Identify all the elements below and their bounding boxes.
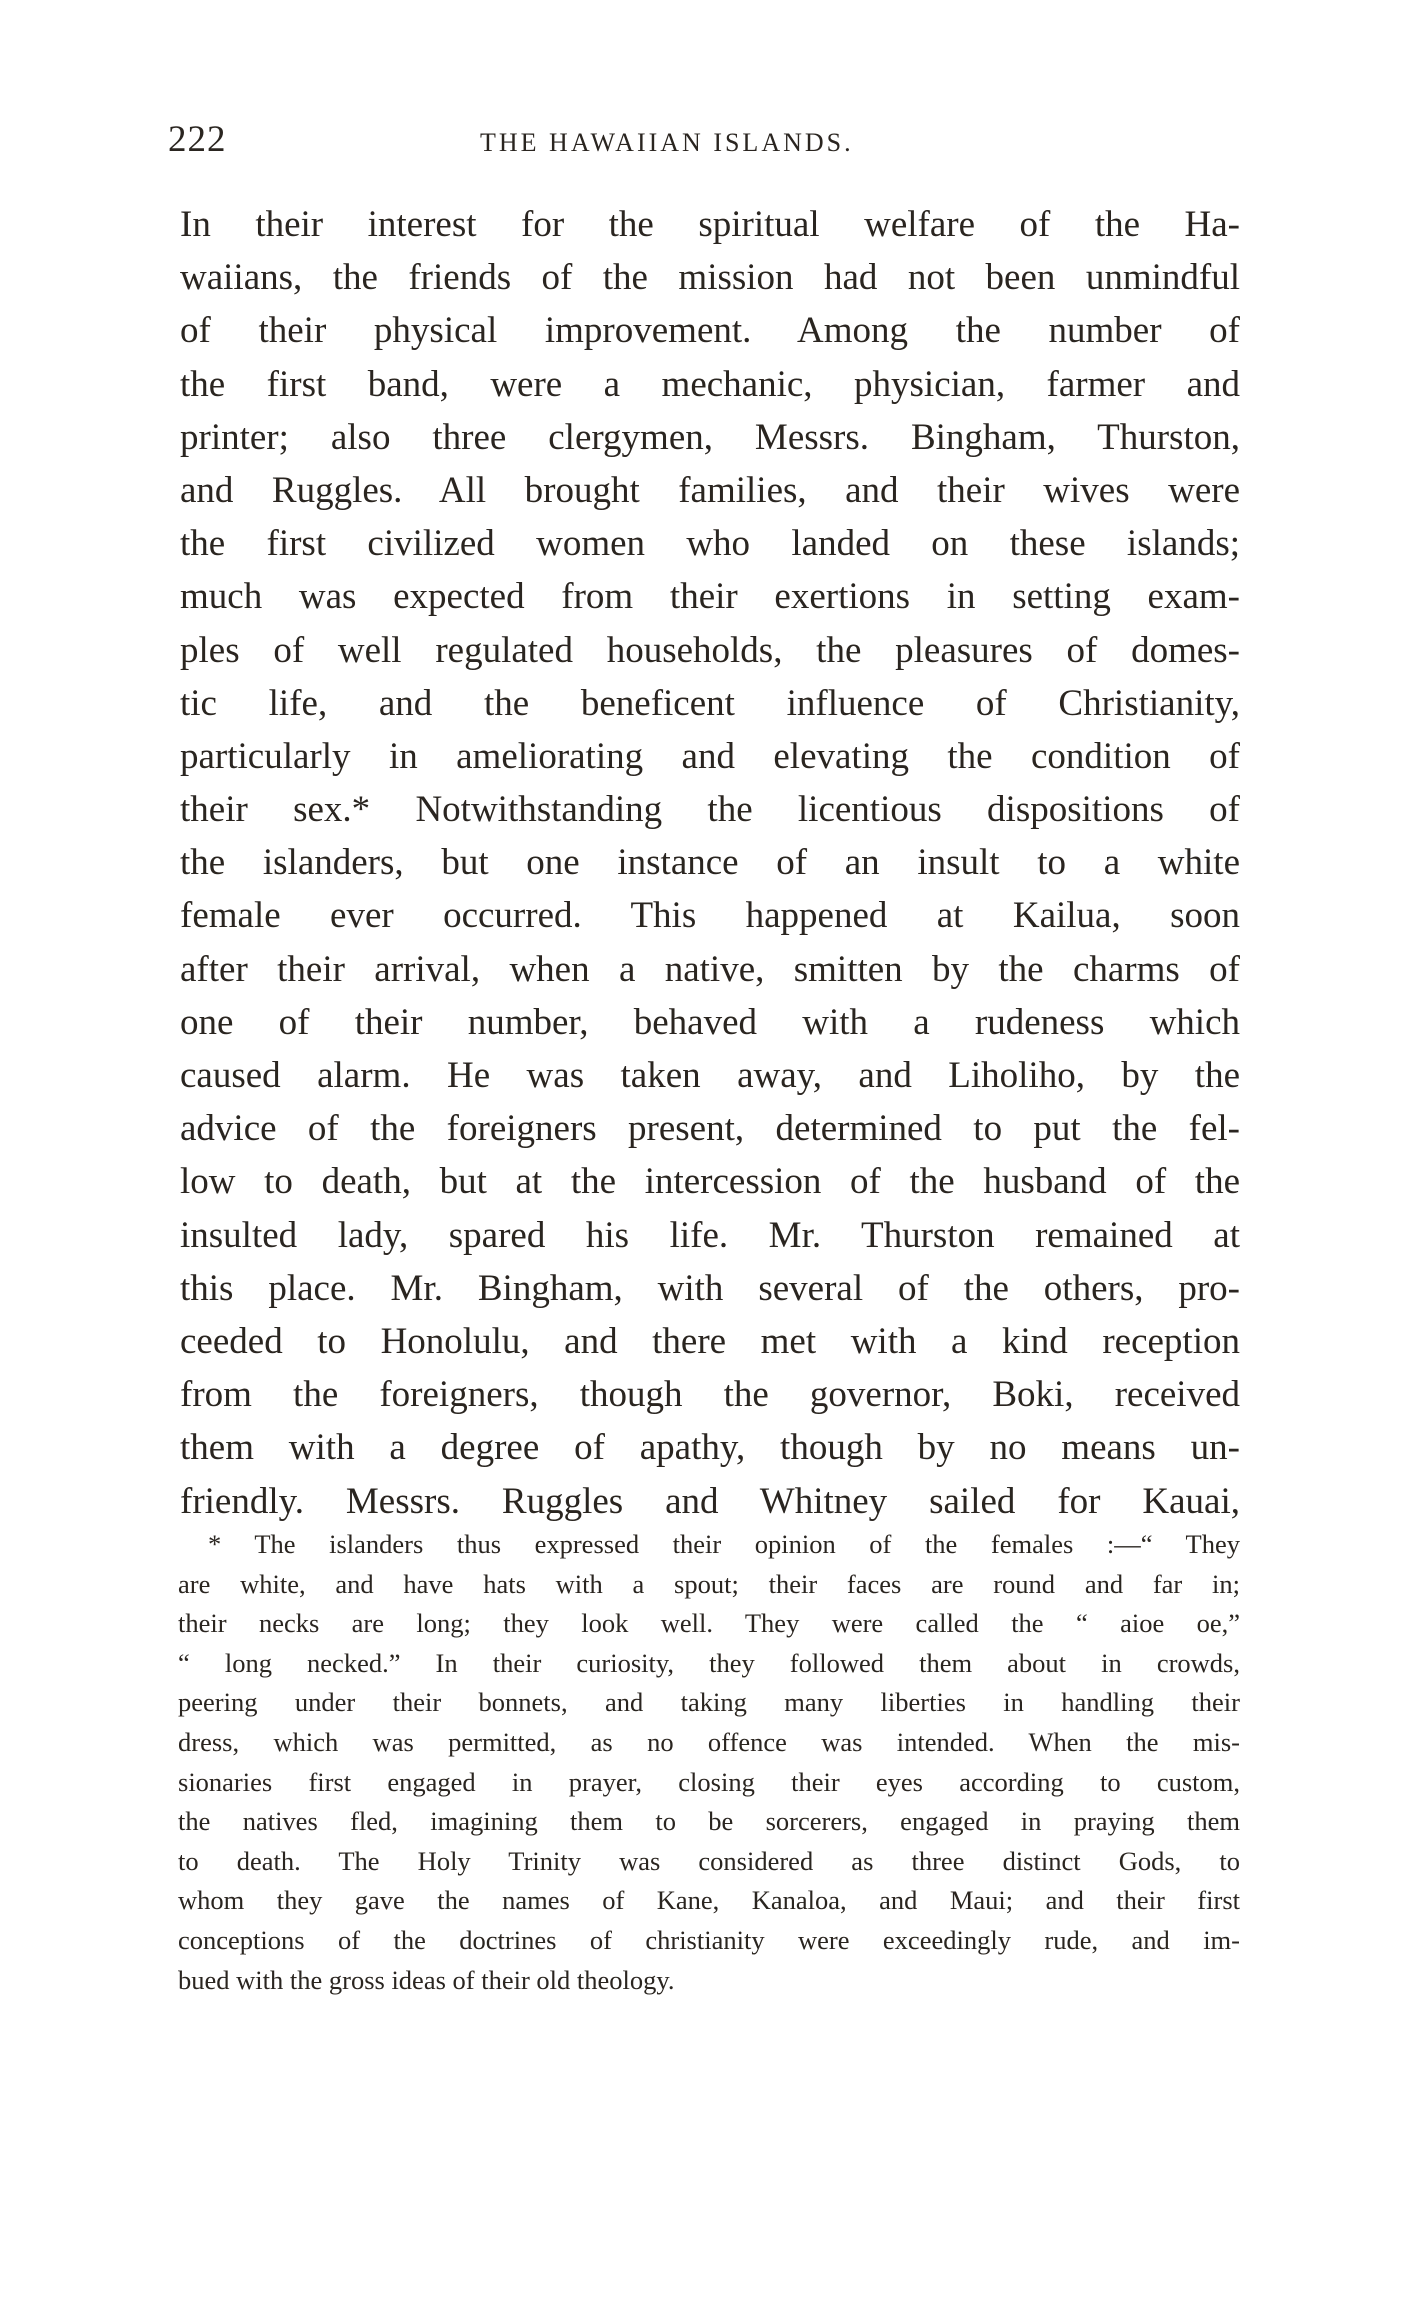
text-line: advice of the foreigners present, determined to put the fel- [180, 1108, 1240, 1150]
text-line: this place. Mr. Bingham, with several of the others, pro- [180, 1267, 1240, 1309]
page-number: 222 [168, 119, 227, 160]
text-line: their sex.* Notwithstanding the licentious dispositions of [180, 789, 1240, 831]
text-line: of their physical improvement. Among the number of [180, 310, 1240, 352]
text-line: friendly. Messrs. Ruggles and Whitney sailed for Kauai, [180, 1480, 1240, 1522]
text-line: female ever occurred. This happened at Kailua, soon [180, 895, 1240, 937]
text-line: and Ruggles. All brought families, and their wives were [180, 469, 1240, 511]
text-line: the first civilized women who landed on these islands; [180, 523, 1240, 565]
footnote-line: the natives fled, imagining them to be sorcerers, engaged in praying them [178, 1806, 1240, 1837]
footnote-line: are white, and have hats with a spout; their faces are round and far in; [178, 1568, 1240, 1599]
page-header [168, 118, 1250, 168]
text-line: after their arrival, when a native, smitten by the charms of [180, 948, 1240, 990]
text-line: printer; also three clergymen, Messrs. Bingham, Thurston, [180, 416, 1240, 458]
footnote-line: conceptions of the doctrines of christianity were exceedingly rude, and im- [178, 1924, 1240, 1955]
footnote-line: whom they gave the names of Kane, Kanaloa, and Maui; and their first [178, 1885, 1240, 1916]
text-line: In their interest for the spiritual welfare of the Ha- [180, 204, 1240, 245]
text-line: ceeded to Honolulu, and there met with a kind reception [180, 1320, 1240, 1362]
text-line: them with a degree of apathy, though by no means un- [180, 1427, 1240, 1469]
text-line: from the foreigners, though the governor, Boki, received [180, 1374, 1240, 1416]
text-line: ples of well regulated households, the pleasures of domes- [180, 629, 1240, 671]
footnote-line: peering under their bonnets, and taking many liberties in handling their [178, 1687, 1240, 1718]
footnote-line: to death. The Holy Trinity was considered as three distinct Gods, to [178, 1845, 1240, 1876]
footnote-line: “ long necked.” In their curiosity, they followed them about in crowds, [178, 1647, 1240, 1678]
footnote-line: dress, which was permitted, as no offence was intended. When the mis- [178, 1726, 1240, 1757]
text-line: the islanders, but one instance of an insult to a white [180, 842, 1240, 884]
footnote-line: bued with the gross ideas of their old theology. [178, 1964, 675, 1995]
text-line: one of their number, behaved with a rudeness which [180, 1001, 1240, 1043]
footnote-line: sionaries first engaged in prayer, closing their eyes according to custom, [178, 1766, 1240, 1797]
text-line: tic life, and the beneficent influence of Christianity, [180, 682, 1240, 724]
text-line: caused alarm. He was taken away, and Liholiho, by the [180, 1055, 1240, 1096]
running-title: THE HAWAIIAN ISLANDS. [480, 128, 854, 157]
main-text [180, 198, 1240, 1528]
footnote-line: their necks are long; they look well. They were called the “ aioe oe,” [178, 1608, 1240, 1639]
footnote-line: * The islanders thus expressed their opinion of the females :—“ They [208, 1529, 1240, 1559]
text-line: low to death, but at the intercession of the husband of the [180, 1161, 1240, 1203]
text-line: insulted lady, spared his life. Mr. Thurston remained at [180, 1214, 1240, 1256]
footnote [178, 1525, 1240, 2000]
text-line: the first band, were a mechanic, physician, farmer and [180, 363, 1240, 405]
text-line: particularly in ameliorating and elevating the condition of [180, 735, 1240, 777]
text-line: much was expected from their exertions in setting exam- [180, 576, 1240, 618]
text-line: waiians, the friends of the mission had not been unmindful [180, 257, 1240, 299]
